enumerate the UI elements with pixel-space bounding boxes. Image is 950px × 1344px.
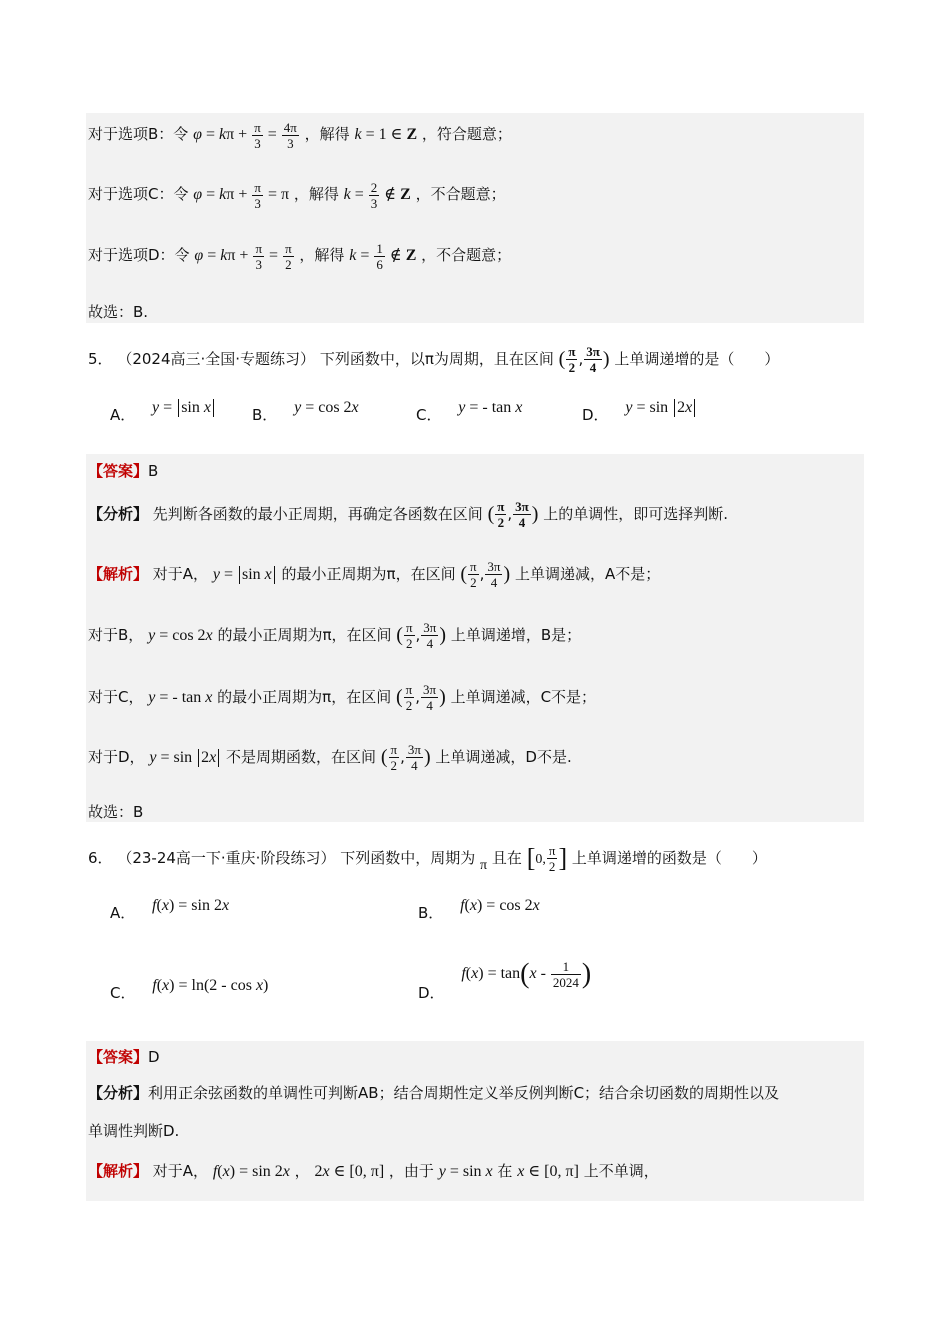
result-c: k = $\frac{2}{3}$ ∉ Z (343, 180, 411, 211)
eq-c: φ = kπ + $\frac{\pi}{3}$ = π (193, 180, 290, 211)
result-b: k = 1 ∈ Z (354, 126, 418, 144)
q5-solution-d: 对于D， y = sin 2x 不是周期函数，在区间 ( $\frac{\pi}{2}$ , $\frac{3\pi}{4}$ ) 上单调递减，D不是. (88, 742, 572, 773)
q6-interval: [0, $\frac{\pi}{2}$ ] (526, 843, 568, 874)
prev-option-c-line: 对于选项C：令 φ = kπ + $\frac{\pi}{3}$ = π ，解得 k = $\frac{2}{3}$ ∉ Z ，不合题意； (88, 180, 506, 211)
q6-option-c[interactable]: C． f(x) = ln(2 - cos x) (110, 977, 269, 1002)
eq-d: φ = kπ + $\frac{\pi}{3}$ = $\frac{\pi}{2}$ (194, 241, 292, 272)
q5-analysis: 【分析】 先判断各函数的最小正周期，再确定各函数在区间 ( $\frac{\pi}{2}$ , $\frac{3\pi}{4}$ ) 上的单调性，即可选择判断. (88, 499, 729, 530)
q5-solution-b: 对于B， y = cos 2x 的最小正周期为π，在区间 ( $\frac{\pi}{2}$ , $\frac{3\pi}{4}$ ) 上单调递增，B是； (88, 620, 582, 651)
eq-b: φ = kπ + $\frac{\pi}{3}$ = $\frac{4\pi}{3}$ (193, 120, 297, 151)
q5-option-c[interactable]: C． y = - tan x (416, 399, 523, 424)
prev-conclusion: 故选：B. (88, 303, 149, 321)
q6-analysis-line2: 单调性判断D. (88, 1122, 180, 1140)
q6-solution-a: 【解析】 对于A， f(x) = sin 2x ， 2x ∈ [0, π] ，由于 y = sin x 在 x ∈ [0, π] 上不单调， (88, 1162, 659, 1180)
prev-option-b-line: 对于选项B：令 φ = kπ + $\frac{\pi}{3}$ = $\frac{4\pi}{3}$ ，解得 k = 1 ∈ Z ，符合题意； (88, 120, 512, 151)
q6-answer: 【答案】D (88, 1048, 160, 1066)
q5-solution-a: 【解析】 对于A， y = sin x 的最小正周期为π，在区间 ( $\frac{\pi}{2}$ , $\frac{3\pi}{4}$ ) 上单调递减，A不是； (88, 559, 661, 590)
result-d: k = $\frac{1}{6}$ ∉ Z (349, 241, 417, 272)
prev-option-d-line: 对于选项D：令 φ = kπ + $\frac{\pi}{3}$ = $\frac{\pi}{2}$ ，解得 k = $\frac{1}{6}$ ∉ Z ，不合题意； (88, 241, 512, 272)
q5-answer: 【答案】B (88, 462, 159, 480)
q6-option-b[interactable]: B． f(x) = cos 2x (418, 897, 540, 922)
q6-option-d[interactable]: D． f(x) = tan(x - $\frac{1}{2024}$ ) (418, 958, 592, 1002)
q6-option-a[interactable]: A． f(x) = sin 2x (110, 897, 230, 922)
q5-option-b[interactable]: B． y = cos 2x (252, 399, 359, 424)
q5-option-a[interactable]: A． y = sin x (110, 398, 216, 425)
q6-stem: 6． （23-24高一下·重庆·阶段练习） 下列函数中，周期为 π 且在 [0, $\frac{\pi}{2}$ ] 上单调递增的函数是（ ） (88, 843, 767, 874)
q6-analysis-line1: 【分析】利用正余弦函数的单调性可判断AB；结合周期性定义举反例判断C；结合余切函数的周期性以及 (88, 1084, 780, 1102)
q5-interval: ( $\frac{\pi}{2}$ , $\frac{3\pi}{4}$ ) (558, 344, 610, 375)
q5-conclusion: 故选：B (88, 803, 144, 821)
q5-option-d[interactable]: D． y = sin 2x (582, 398, 697, 425)
q5-solution-c: 对于C， y = - tan x 的最小正周期为π，在区间 ( $\frac{\pi}{2}$ , $\frac{3\pi}{4}$ ) 上单调递减，C不是； (88, 682, 597, 713)
q5-stem: 5． （2024高三·全国·专题练习） 下列函数中，以π为周期，且在区间 ( $\frac{\pi}{2}$ , $\frac{3\pi}{4}$ ) 上单调递增的是（ ） (88, 344, 780, 375)
